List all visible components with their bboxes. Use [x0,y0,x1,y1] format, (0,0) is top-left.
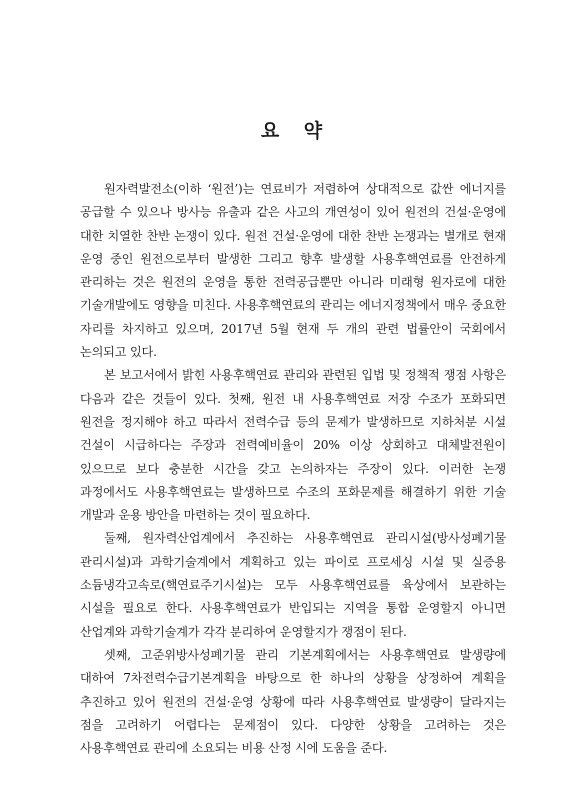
summary-paragraph-1: 원자력발전소(이하 ‘원전’)는 연료비가 저렴하여 상대적으로 값싼 에너지를 공급할 수 있으나 방사능 유출과 같은 사고의 개연성이 있어 원전의 건설·운영에 대한 치열한 찬반 논쟁이 있다. 원전 건설·운영에 대한 찬반 논쟁과는 별개로 현재 운영 중인 원전으로부터 발생한 그리고 향후 발생할 사용후핵연료를 안전하게 관리하는 것은 원전의 운영을 통한 전력공급뿐만 아니라 미래형 원자로에 대한 기술개발에도 영향을 미친다. 사용후핵연료의 관리는 에너지정책에서 매우 중요한 자리를 차지하고 있으며, 2017년 5월 현재 두 개의 관련 법률안이 국회에서 논의되고 있다. [80,182,506,360]
summary-paragraph-4: 셋째, 고준위방사성폐기물 관리 기본계획에서는 사용후핵연료 발생량에 대하여 7차전력수급기본계획을 바탕으로 한 하나의 상황을 상정하여 계획을 추진하고 있어 원전의 건설·운영 상황에 따라 사용후핵연료 발생량이 달라지는 점을 고려하기 어렵다는 문제점이 있다. 다양한 상황을 고려하는 것은 사용후핵연료 관리에 소요되는 비용 산정 시에 도움을 준다. [80,647,506,756]
page-title: 요 약 [260,120,325,142]
summary-body [80,178,506,760]
summary-paragraph-2: 본 보고서에서 밝힌 사용후핵연료 관리와 관련된 입법 및 정책적 쟁점 사항은 다음과 같은 것들이 있다. 첫째, 원전 내 사용후핵연료 저장 수조가 포화되면 원전을 정지해야 하고 따라서 전력수급 등의 문제가 발생하므로 지하처분 시설 건설이 시급하다는 주장과 전력예비율이 20% 이상 상회하고 대체발전원이 있으므로 보다 충분한 시간을 갖고 논의하자는 주장이 있다. 이러한 논쟁 과정에서도 사용후핵연료는 발생하므로 수조의 포화문제를 해결하기 위한 기술 개발과 운용 방안을 마련하는 것이 필요하다. [80,368,506,523]
summary-paragraph-3: 둘째, 원자력산업계에서 추진하는 사용후핵연료 관리시설(방사성폐기물 관리시설)과 과학기술계에서 계획하고 있는 파이로 프로세싱 시설 및 실증용 소듐냉각고속로(핵연료주기시설)는 모두 사용후핵연료를 육상에서 보관하는 시설을 필요로 한다. 사용후핵연료가 반입되는 지역을 통합 운영할지 아니면 산업계와 과학기술계가 각각 분리하여 운영할지가 쟁점이 된다. [80,531,506,639]
